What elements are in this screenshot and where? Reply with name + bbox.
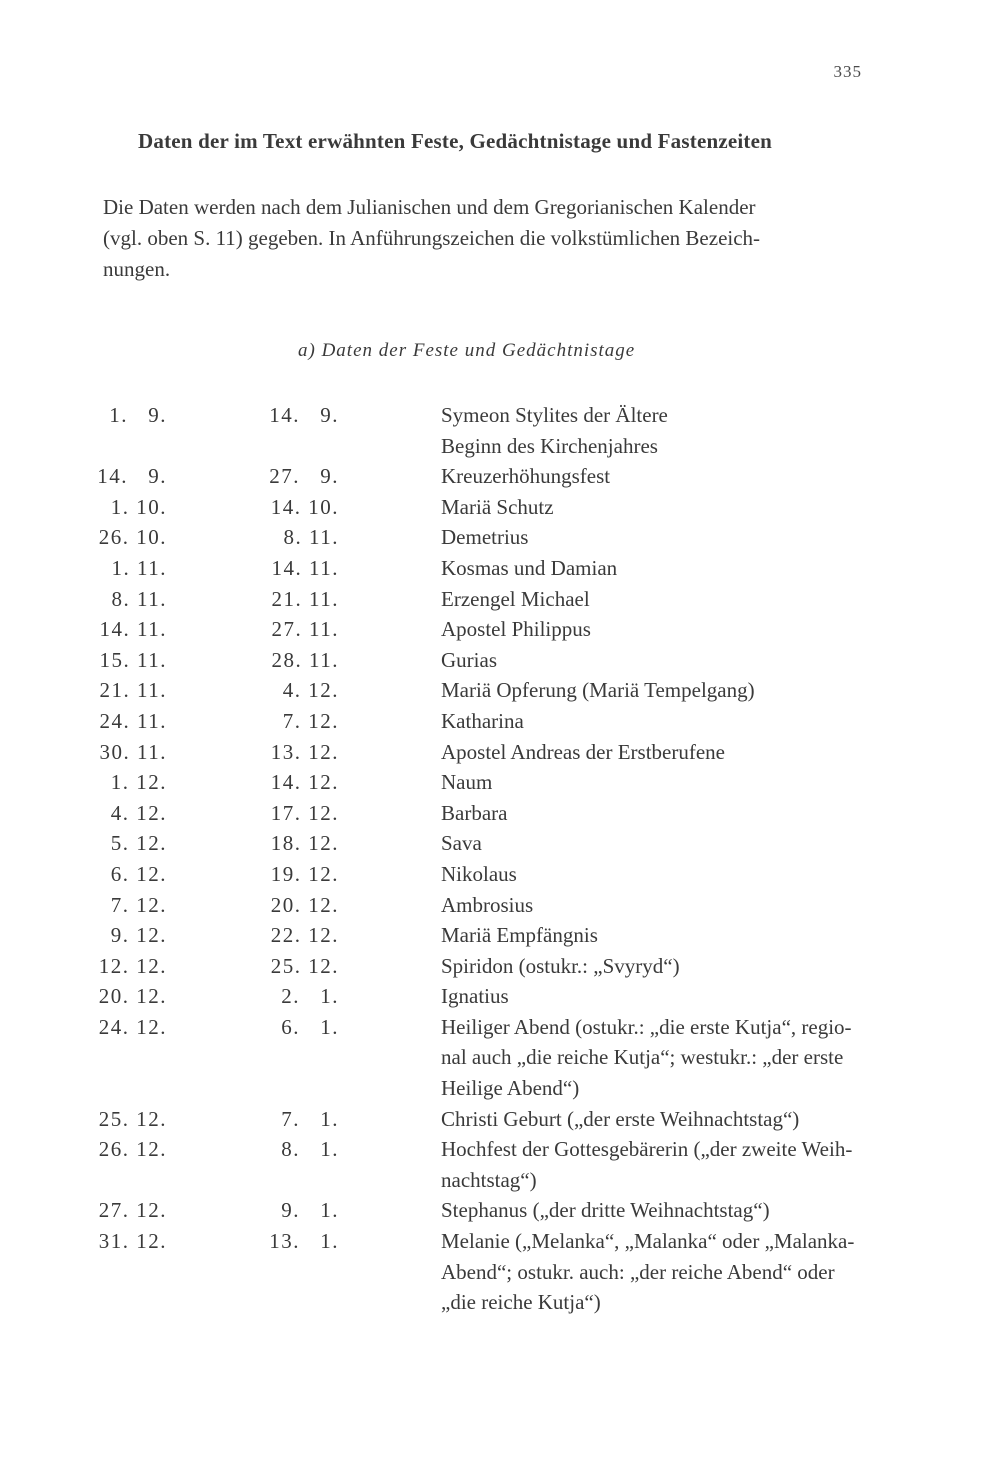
feast-name-line: Symeon Stylites der Ältere (441, 403, 668, 427)
gregorian-date: 18. 12. (270, 831, 339, 856)
feast-name-line: Mariä Empfängnis (441, 923, 598, 948)
feast-name (441, 461, 911, 492)
julian-date: 26. 10. (98, 525, 167, 550)
gregorian-date: 27. 9. (269, 464, 339, 489)
gregorian-date: 22. 12. (270, 923, 339, 948)
feast-name (441, 675, 911, 706)
feast-name-line: Spiridon (ostukr.: „Svyryd“) (441, 953, 680, 978)
feast-name (441, 737, 911, 768)
julian-date: 25. 12. (98, 1106, 167, 1131)
intro-line: nungen. (103, 257, 171, 281)
feast-name-line: Demetrius (441, 525, 529, 550)
feast-name (441, 614, 911, 645)
gregorian-date: 28. 11. (271, 647, 339, 672)
table-row (0, 584, 1000, 615)
gregorian-date: 27. 11. (271, 617, 339, 642)
intro-line: (vgl. oben S. 11) gegeben. In Anführungszeichen die volkstümlichen Bezeich- (103, 226, 761, 250)
gregorian-date: 20. 12. (270, 892, 339, 917)
table-row (0, 1012, 1000, 1104)
feast-name-line: „die reiche Kutja“) (441, 1290, 601, 1315)
feast-name (441, 981, 911, 1012)
gregorian-date: 14. 9. (269, 403, 339, 427)
feast-name (441, 767, 911, 798)
feast-name-line: Nikolaus (441, 861, 517, 886)
julian-date: 6. 12. (110, 861, 167, 886)
feast-name-line: Heiliger Abend (ostukr.: „die erste Kutja“, regio- (441, 1014, 852, 1039)
page-number: 335 (833, 62, 862, 81)
feast-name-line: Ignatius (441, 984, 509, 1009)
table-row (0, 920, 1000, 951)
feast-name-line: Ambrosius (441, 892, 534, 917)
table-row (0, 951, 1000, 982)
gregorian-date: 14. 12. (270, 770, 339, 795)
table-row (0, 706, 1000, 737)
table-row (0, 981, 1000, 1012)
feast-name-line: Erzengel Michael (441, 586, 590, 611)
table-row (0, 1134, 1000, 1195)
julian-date: 21. 11. (99, 678, 167, 703)
feast-name (441, 1012, 911, 1104)
table-row (0, 614, 1000, 645)
table-row (0, 798, 1000, 829)
feast-name (441, 1195, 911, 1226)
feast-name (441, 706, 911, 737)
julian-date: 27. 12. (98, 1198, 167, 1223)
julian-date: 31. 12. (98, 1229, 167, 1254)
table-row (0, 675, 1000, 706)
gregorian-date: 2. 1. (281, 984, 339, 1009)
feast-name-line: nachtstag“) (441, 1167, 537, 1192)
julian-date: 14. 9. (97, 464, 167, 489)
feast-name-line: Christi Geburt („der erste Weihnachtstag“) (441, 1106, 800, 1131)
table-row (0, 828, 1000, 859)
gregorian-date: 14. 10. (270, 494, 339, 519)
feast-name-line: Abend“; ostukr. auch: „der reiche Abend“ oder (441, 1259, 835, 1284)
feast-name-line: Beginn des Kirchenjahres (441, 433, 658, 458)
feast-name-line: Kreuzerhöhungsfest (441, 464, 611, 489)
feast-name (441, 645, 911, 676)
julian-date: 9. 12. (110, 923, 167, 948)
julian-date: 1. 10. (110, 494, 167, 519)
gregorian-date: 9. 1. (281, 1198, 339, 1223)
table-row (0, 859, 1000, 890)
feast-name (441, 1226, 911, 1318)
gregorian-date: 8. 1. (281, 1137, 339, 1162)
gregorian-date: 19. 12. (270, 861, 339, 886)
gregorian-date: 17. 12. (270, 800, 339, 825)
gregorian-date: 14. 11. (271, 555, 339, 580)
feast-dates-table (0, 400, 1000, 1318)
gregorian-date: 25. 12. (270, 953, 339, 978)
feast-name-line: Apostel Philippus (441, 617, 591, 642)
intro-paragraph (103, 192, 833, 285)
table-row (0, 461, 1000, 492)
julian-date: 26. 12. (98, 1137, 167, 1162)
feast-name-line: Katharina (441, 708, 524, 733)
julian-date: 15. 11. (99, 647, 167, 672)
table-row (0, 553, 1000, 584)
feast-name (441, 951, 911, 982)
feast-name (441, 890, 911, 921)
feast-name (441, 1134, 911, 1195)
feast-name (441, 522, 911, 553)
table-row (0, 492, 1000, 523)
intro-line: Die Daten werden nach dem Julianischen und dem Gregorianischen Kalender (103, 195, 756, 219)
julian-date: 24. 12. (98, 1014, 167, 1039)
feast-name (441, 492, 911, 523)
julian-date: 8. 11. (111, 586, 167, 611)
gregorian-date: 13. 1. (269, 1229, 339, 1254)
feast-name-line: Hochfest der Gottesgebärerin („der zweite Weih- (441, 1137, 853, 1162)
feast-name-line: Sava (441, 831, 482, 856)
feast-name-line: Gurias (441, 647, 497, 672)
gregorian-date: 8. 11. (283, 525, 339, 550)
table-row (0, 1104, 1000, 1135)
julian-date: 4. 12. (110, 800, 167, 825)
julian-date: 12. 12. (98, 953, 167, 978)
feast-name-line: Mariä Opferung (Mariä Tempelgang) (441, 678, 755, 703)
gregorian-date: 4. 12. (282, 678, 339, 703)
feast-name-line: nal auch „die reiche Kutja“; westukr.: „der erste (441, 1045, 844, 1070)
feast-name (441, 584, 911, 615)
table-row (0, 737, 1000, 768)
feast-name-line: Heilige Abend“) (441, 1076, 580, 1101)
feast-name (441, 798, 911, 829)
julian-date: 30. 11. (99, 739, 167, 764)
gregorian-date: 7. 12. (282, 708, 339, 733)
feast-name-line: Barbara (441, 800, 508, 825)
gregorian-date: 21. 11. (271, 586, 339, 611)
table-row (0, 890, 1000, 921)
julian-date: 1. 12. (110, 770, 167, 795)
feast-name (441, 859, 911, 890)
table-row (0, 1195, 1000, 1226)
feast-name-line: Apostel Andreas der Erstberufene (441, 739, 725, 764)
table-row (0, 522, 1000, 553)
julian-date: 7. 12. (110, 892, 167, 917)
feast-name-line: Naum (441, 770, 493, 795)
feast-name (441, 400, 911, 461)
gregorian-date: 7. 1. (281, 1106, 339, 1131)
table-row (0, 400, 1000, 461)
feast-name (441, 553, 911, 584)
feast-name (441, 1104, 911, 1135)
table-row (0, 645, 1000, 676)
feast-name-line: Stephanus („der dritte Weihnachtstag“) (441, 1198, 770, 1223)
julian-date: 1. 11. (111, 555, 167, 580)
julian-date: 24. 11. (99, 708, 167, 733)
table-row (0, 1226, 1000, 1318)
julian-date: 5. 12. (110, 831, 167, 856)
feast-name-line: Melanie („Melanka“, „Malanka“ oder „Malanka- (441, 1229, 855, 1254)
table-row (0, 767, 1000, 798)
gregorian-date: 6. 1. (281, 1014, 339, 1039)
section-heading: a) Daten der Feste und Gedächtnistage (298, 340, 636, 361)
julian-date: 14. 11. (99, 617, 167, 642)
gregorian-date: 13. 12. (270, 739, 339, 764)
feast-name-line: Mariä Schutz (441, 494, 554, 519)
feast-name-line: Kosmas und Damian (441, 555, 618, 580)
feast-name (441, 828, 911, 859)
page-title: Daten der im Text erwähnten Feste, Gedächtnistage und Fastenzeiten (138, 129, 773, 153)
julian-date: 20. 12. (98, 984, 167, 1009)
julian-date: 1. 9. (109, 403, 167, 427)
feast-name (441, 920, 911, 951)
